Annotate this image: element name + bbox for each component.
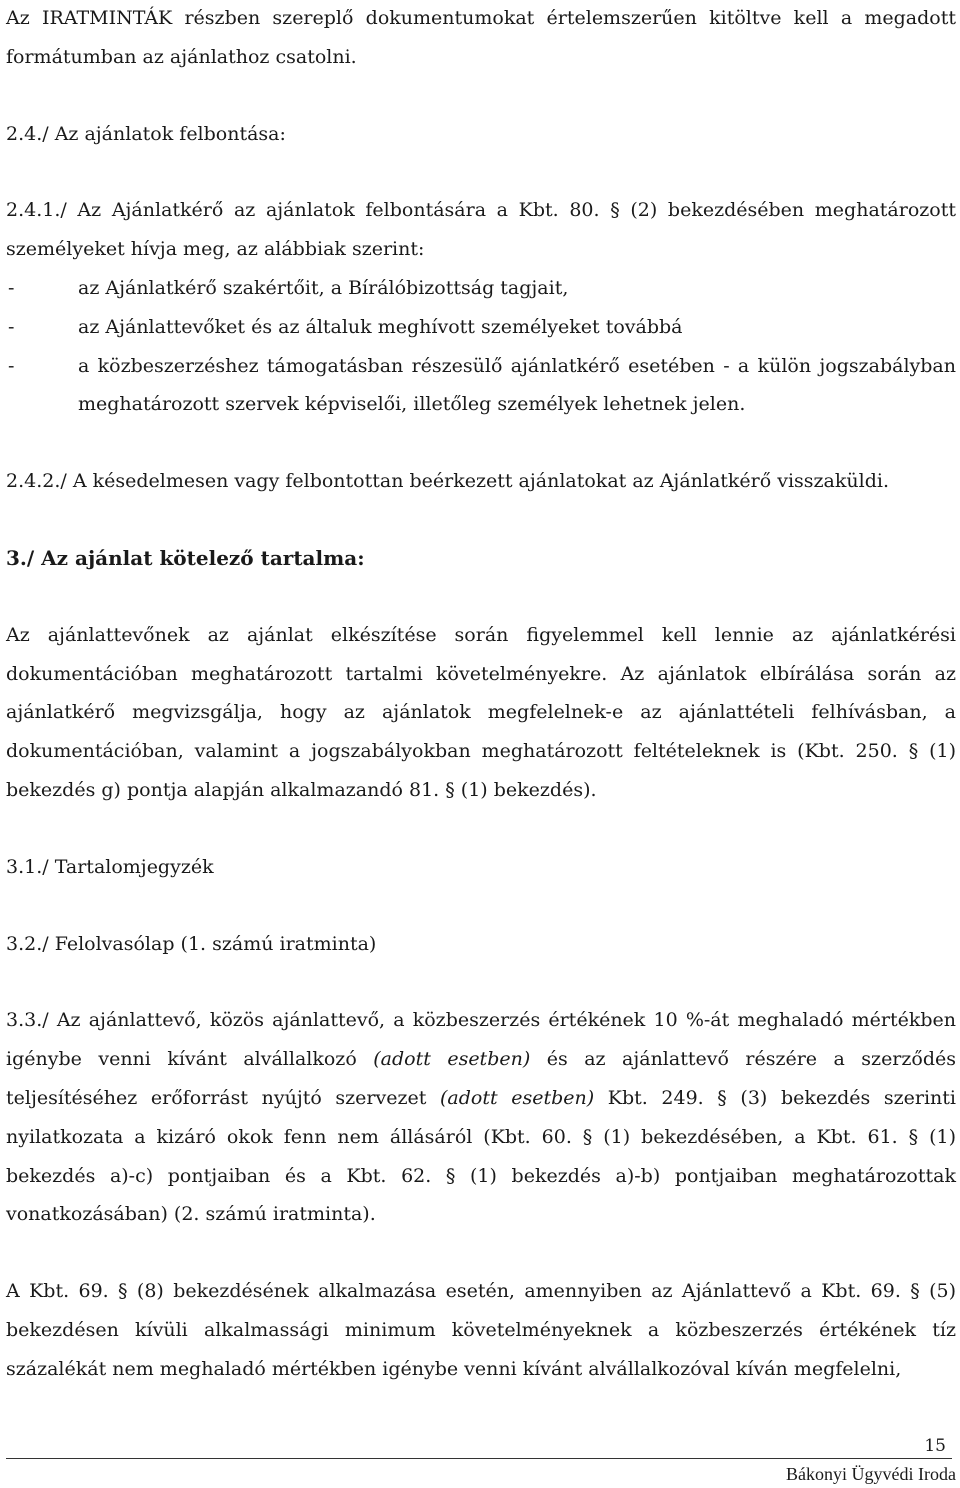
section-3-3-text-a: 3.3./ Az ajánlattevő, közös ajánlattevő, a közbeszerzés értékének 10 %-át meghaladó mértékben igénybe venni kívánt alvállalkozó: [6, 1009, 956, 1071]
section-2-4-heading: 2.4./ Az ajánlatok felbontása:: [6, 122, 286, 145]
list-item-text: a közbeszerzéshez támogatásban részesülő ajánlatkérő esetében - a külön jogszabályban meghatározott szervek képviselői, illetőleg személyek lehetnek jelen.: [78, 354, 956, 416]
attendee-list: [6, 269, 956, 424]
list-item-text: az Ajánlattevőket és az általuk meghívott személyeket továbbá: [78, 315, 683, 338]
section-3-3-italic-2: (adott esetben): [439, 1086, 595, 1109]
section-3-3-italic-1: (adott esetben): [373, 1048, 531, 1071]
list-item: [6, 347, 956, 425]
list-dash: -: [8, 315, 15, 338]
section-3-3-text-c: Kbt. 249. § (3) bekezdés szerinti nyilatkozata a kizáró okok fenn nem állásáról (Kbt. 60. § (1) bekezdésében, a Kbt. 61. § (1) bekezdés a)-c) pontjaiban és a Kbt. 62. § (1) bekezdés a)-b) pontjaiban meghatározottak vonatkozásában) (2. számú iratminta).: [6, 1086, 956, 1226]
page-number: 15: [924, 1436, 946, 1456]
list-dash: -: [8, 354, 15, 377]
list-item: [6, 308, 956, 347]
final-paragraph: A Kbt. 69. § (8) bekezdésének alkalmazása esetén, amennyiben az Ajánlattevő a Kbt. 69. § (5) bekezdésen kívüli alkalmassági minimum követelményeknek a közbeszerzés értékének tíz százalékát nem meghaladó mértékben igénybe venni kívánt alvállalkozóval kíván megfelelni,: [6, 1280, 956, 1380]
section-2-4-1-paragraph: 2.4.1./ Az Ajánlatkérő az ajánlatok felbontására a Kbt. 80. § (2) bekezdésében meghatározott személyeket hívja meg, az alábbiak szerint:: [6, 199, 956, 261]
section-3-3-paragraph: [6, 1001, 956, 1234]
list-dash: -: [8, 276, 15, 299]
intro-paragraph: Az IRATMINTÁK részben szereplő dokumentumokat értelemszerűen kitöltve kell a megadott formátumban az ajánlathoz csatolni.: [6, 7, 956, 68]
section-3-heading: 3./ Az ajánlat kötelező tartalma:: [6, 545, 365, 570]
list-item-text: az Ajánlatkérő szakértőit, a Bírálóbizottság tagjait,: [78, 276, 569, 299]
section-3-paragraph: Az ajánlattevőnek az ajánlat elkészítése során figyelemmel kell lennie az ajánlatkérési dokumentációban meghatározott tartalmi követelményekre. Az ajánlatok elbírálása során az ajánlatkérő megvizsgálja, hogy az ajánlatok megfelelnek-e az ajánlattételi felhívásban, a dokumentációban, valamint a jogszabályokban meghatározott feltételeknek is (Kbt. 250. § (1) bekezdés g) pontja alapján alkalmazandó 81. § (1) bekezdés).: [6, 623, 956, 801]
footer-divider: [6, 1458, 952, 1459]
section-3-2-paragraph: 3.2./ Felolvasólap (1. számú iratminta): [6, 932, 377, 955]
section-2-4-2-paragraph: 2.4.2./ A késedelmesen vagy felbontottan beérkezett ajánlatokat az Ajánlatkérő visszaküldi.: [6, 470, 889, 493]
section-3-1-paragraph: 3.1./ Tartalomjegyzék: [6, 855, 214, 878]
footer-firm-name: Bákonyi Ügyvédi Iroda: [786, 1464, 956, 1484]
section-3-3-text-b: és az ajánlattevő részére a szerződés teljesítéséhez erőforrást nyújtó szervezet: [6, 1048, 956, 1109]
document-page: [6, 0, 956, 1389]
list-item: [6, 269, 956, 308]
